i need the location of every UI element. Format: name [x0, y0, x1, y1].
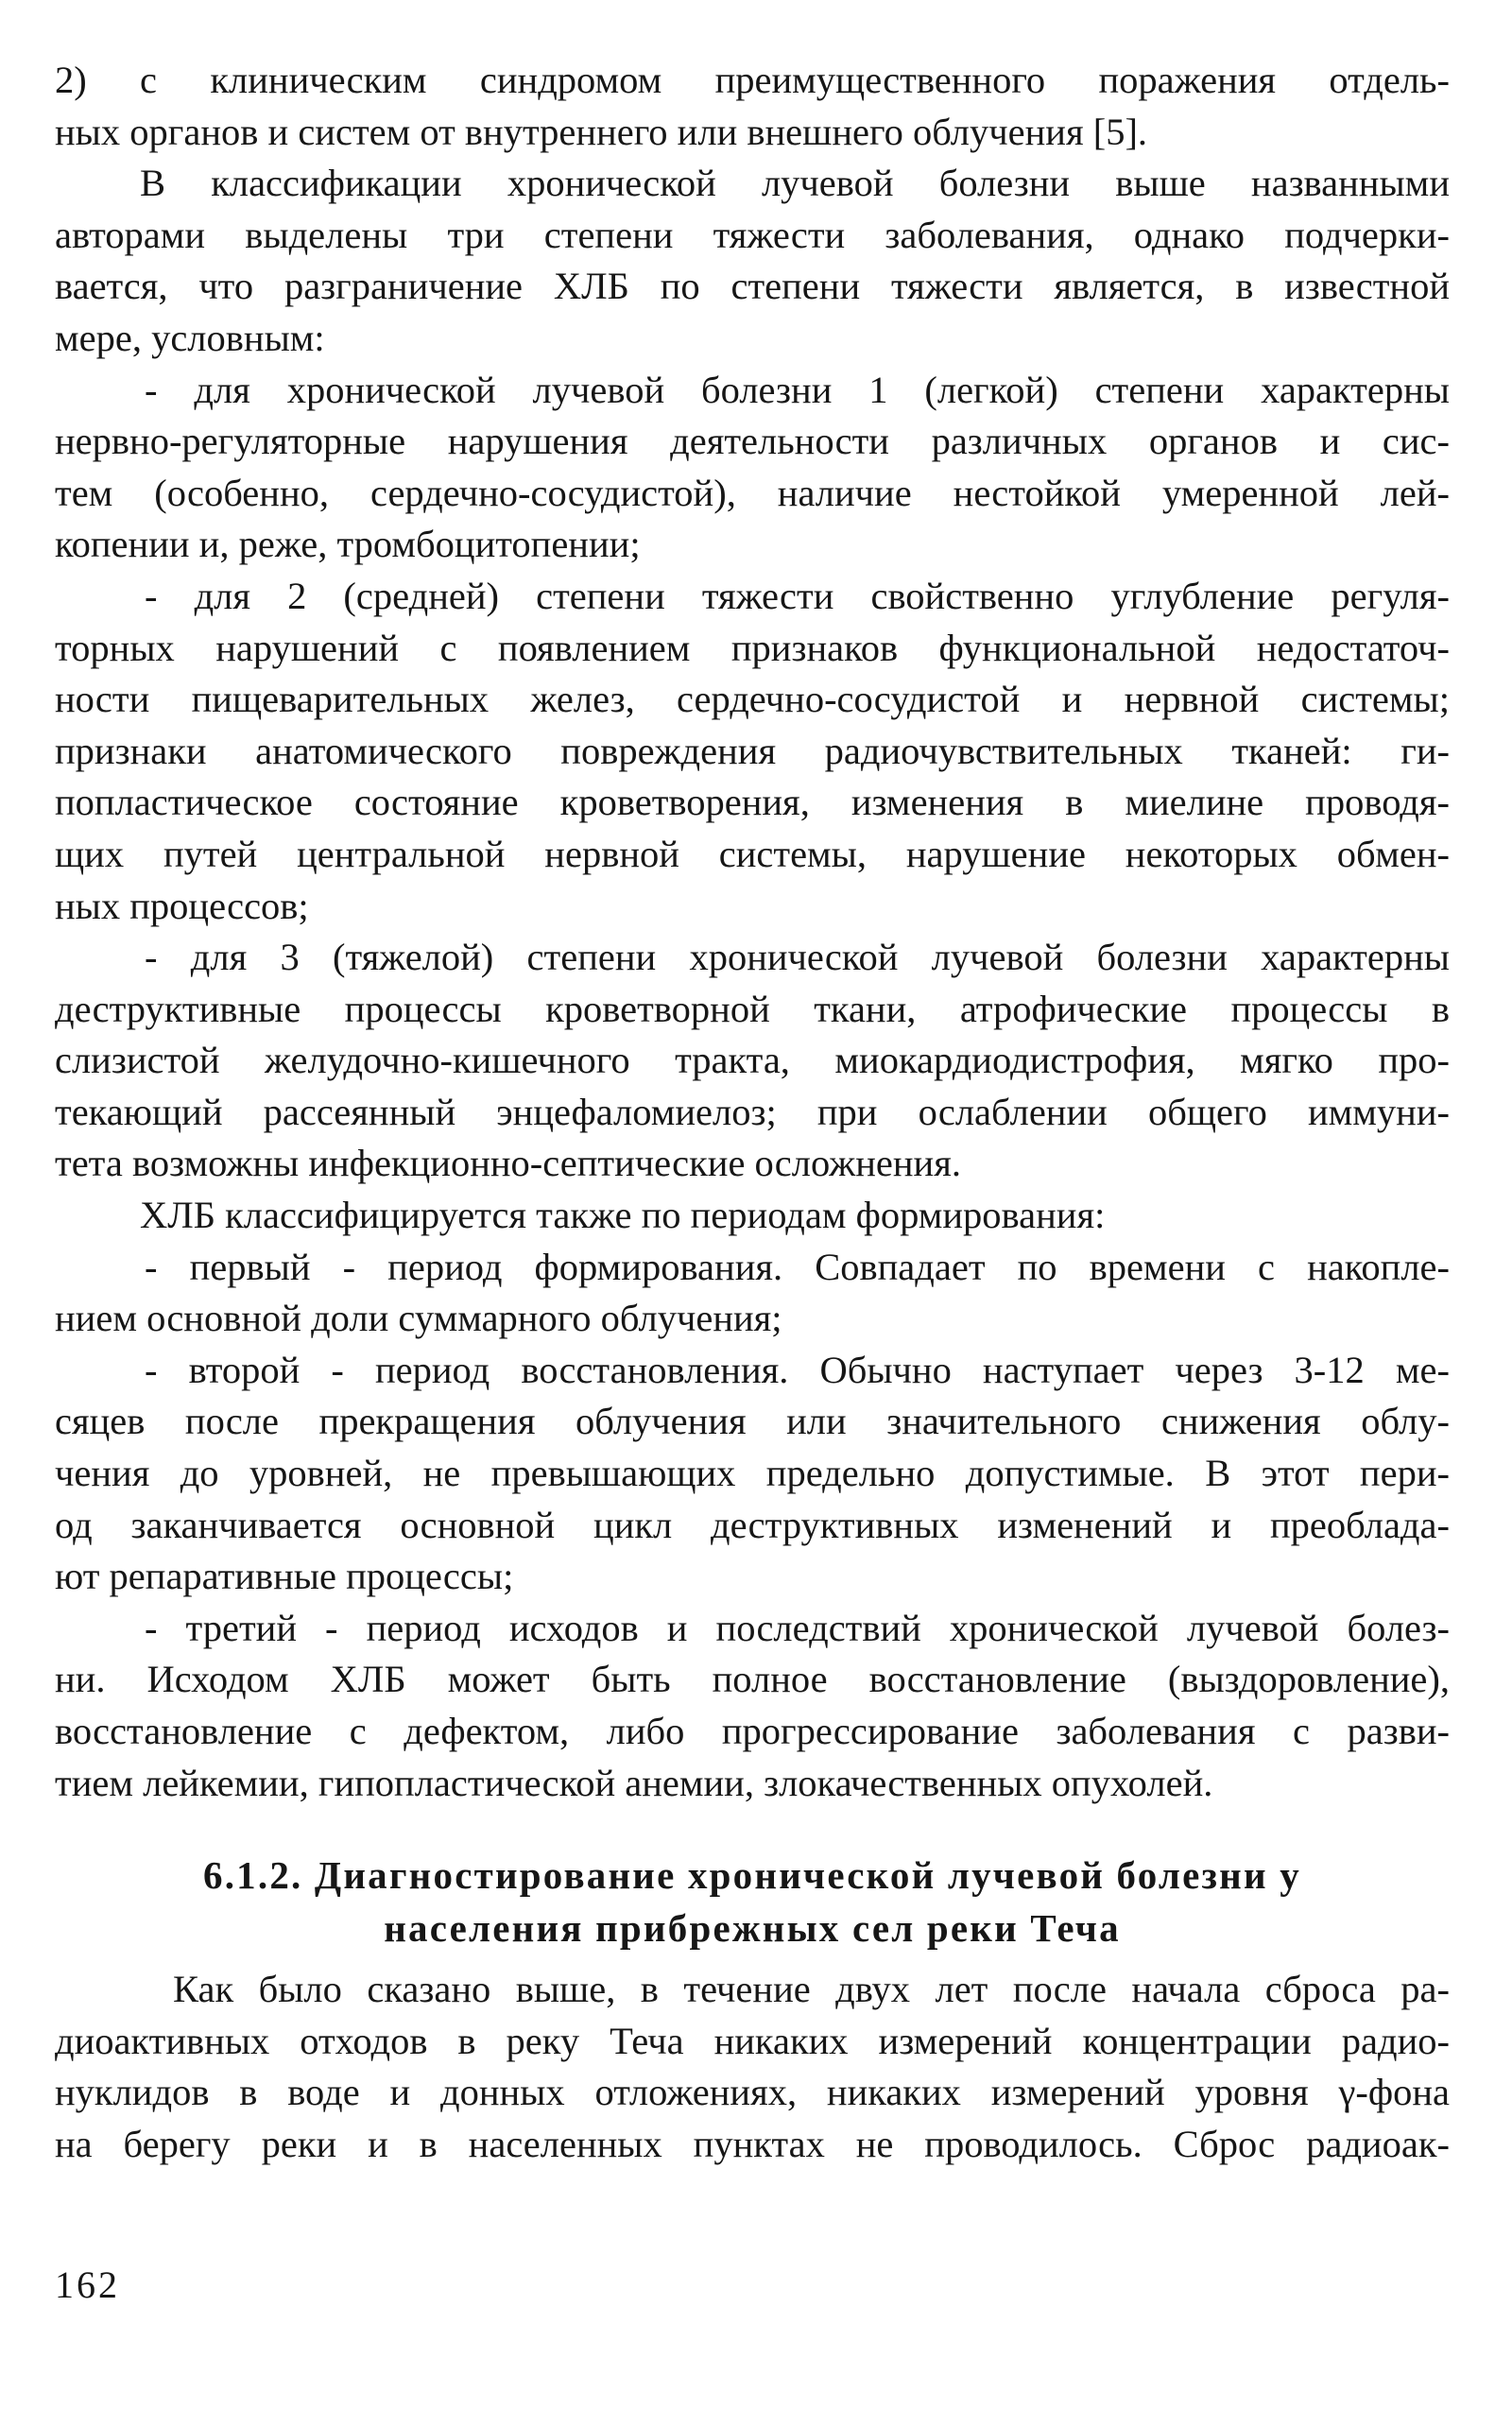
text-line: од заканчивается основной цикл деструктивных изменений и преоблада- [55, 1503, 1450, 1546]
text-line: чения до уровней, не превышающих предельно допустимые. В этот пери- [55, 1452, 1450, 1495]
list-item-degree-2 [55, 571, 1450, 932]
text-line: деструктивные процессы кроветворной ткани, атрофические процессы в [55, 987, 1450, 1030]
text-line: ных процессов; [55, 884, 309, 927]
text-line: нервно-регуляторные нарушения деятельности различных органов и сис- [55, 420, 1450, 463]
text-line: слизистой желудочно-кишечного тракта, миокардиодистрофия, мягко про- [55, 1039, 1450, 1082]
text-line: ют репаративные процессы; [55, 1555, 514, 1598]
text-line: - для хронической лучевой болезни 1 (легкой) степени характерны [145, 368, 1450, 411]
text-line: сяцев после прекращения облучения или значительного снижения облу- [55, 1400, 1450, 1443]
text-line: - третий - период исходов и последствий хронической лучевой болез- [145, 1606, 1450, 1649]
text-line: тием лейкемии, гипопластической анемии, злокачественных опухолей. [55, 1761, 1213, 1804]
list-item-degree-3 [55, 932, 1450, 1190]
page-number: 162 [55, 2264, 120, 2306]
text-line: мере, условным: [55, 316, 325, 359]
text-line: нием основной доли суммарного облучения; [55, 1297, 782, 1340]
paragraph-periods-intro [55, 1190, 1450, 1242]
text-line: торных нарушений с появлением признаков функциональной недостаточ- [55, 626, 1450, 669]
section-heading-line: населения прибрежных сел реки Теча [384, 1906, 1121, 1951]
text-line: нуклидов в воде и донных отложениях, никаких измерений уровня γ-фона [55, 2071, 1450, 2114]
list-item-period-2 [55, 1345, 1450, 1603]
text-line: тем (особенно, сердечно-сосудистой), наличие нестойкой умеренной лей- [55, 471, 1450, 514]
text-line: авторами выделены три степени тяжести заболевания, однако подчерки- [55, 213, 1450, 256]
paragraph-syndrome-item [55, 55, 1450, 158]
text-line: В классификации хронической лучевой болезни выше названными [140, 162, 1450, 205]
text-line: - для 3 (тяжелой) степени хронической лучевой болезни характерны [145, 936, 1450, 979]
section-heading-line: 6.1.2. Диагностирование хронической лучевой болезни у [203, 1853, 1301, 1898]
text-line: вается, что разграничение ХЛБ по степени тяжести является, в известной [55, 265, 1450, 308]
list-item-period-1 [55, 1242, 1450, 1345]
text-line: текающий рассеянный энцефаломиелоз; при ослаблении общего иммуни- [55, 1090, 1450, 1133]
text-line: ных органов и систем от внутреннего или внешнего облучения [5]. [55, 110, 1148, 153]
text-line: - второй - период восстановления. Обычно наступает через 3-12 ме- [145, 1348, 1450, 1391]
text-line: Как было сказано выше, в течение двух лет после начала сброса ра- [173, 1968, 1450, 2011]
paragraph-techa-intro [55, 1964, 1450, 2170]
text-line: 2) с клиническим синдромом преимущественного поражения отдель- [55, 59, 1450, 101]
list-item-period-3 [55, 1603, 1450, 1809]
text-line: копении и, реже, тромбоцитопении; [55, 523, 641, 566]
text-line: признаки анатомического повреждения радиочувствительных тканей: ги- [55, 729, 1450, 772]
text-line: - для 2 (средней) степени тяжести свойственно углубление регуля- [145, 574, 1450, 617]
section-heading [55, 1849, 1450, 1954]
text-line: щих путей центральной нервной системы, нарушение некоторых обмен- [55, 832, 1450, 875]
document-page [55, 55, 1450, 2171]
list-item-degree-1 [55, 365, 1450, 571]
paragraph-classification [55, 158, 1450, 364]
text-line: ности пищеварительных желез, сердечно-сосудистой и нервной системы; [55, 678, 1450, 721]
text-line: ХЛБ классифицируется также по периодам формирования: [140, 1194, 1106, 1237]
text-line: попластическое состояние кроветворения, изменения в миелине проводя- [55, 781, 1450, 824]
text-line: тета возможны инфекционно-септические осложнения. [55, 1142, 961, 1185]
text-line: - первый - период формирования. Совпадает по времени с накопле- [145, 1245, 1450, 1288]
text-line: ни. Исходом ХЛБ может быть полное восстановление (выздоровление), [55, 1658, 1450, 1701]
text-line: восстановление с дефектом, либо прогрессирование заболевания с разви- [55, 1710, 1450, 1752]
text-line: диоактивных отходов в реку Теча никаких измерений концентрации радио- [55, 2019, 1450, 2062]
text-line: на берегу реки и в населенных пунктах не проводилось. Сброс радиоак- [55, 2122, 1450, 2165]
